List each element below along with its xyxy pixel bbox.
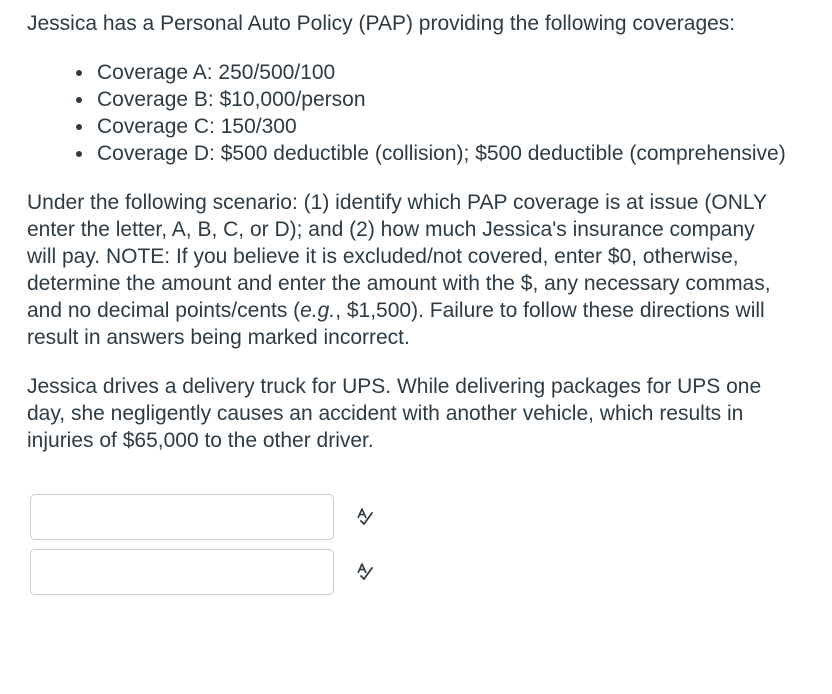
coverage-item-b: • Coverage B: $10,000/person <box>95 86 787 113</box>
answer-input-1[interactable] <box>30 494 334 540</box>
answer-input-2[interactable] <box>30 549 334 595</box>
spellcheck-icon[interactable] <box>354 561 376 583</box>
instructions-text-2: , $1,500). Failure to follow these directions will result in answers being marked incorrect. <box>27 299 765 349</box>
coverage-item-a: • Coverage A: 250/500/100 <box>95 59 787 86</box>
coverage-list <box>27 59 787 167</box>
coverage-item-c: • Coverage C: 150/300 <box>95 113 787 140</box>
question-scenario: Jessica drives a delivery truck for UPS. While delivering packages for UPS one day, she negligently causes an accident with another vehicle, which results in injuries of $65,000 to the other driver. <box>27 375 762 452</box>
question-instructions <box>27 189 787 351</box>
instructions-text-1: Under the following scenario: (1) identify which PAP coverage is at issue (ONLY enter the letter, A, B, C, or D); and (2) how much Jessica's insurance company will pay. NOTE: If you believe it is excluded/not covered, enter $0, otherwise, determine the amount and enter the amount with the $, any necessary commas, and no decimal points/cents ( <box>27 191 771 322</box>
instructions-example: e.g. <box>300 299 336 322</box>
coverage-item-d: • Coverage D: $500 deductible (collision); $500 deductible (comprehensive) <box>95 140 787 167</box>
answer-row-1 <box>30 492 787 542</box>
spellcheck-icon[interactable] <box>354 506 376 528</box>
answer-row-2 <box>30 547 787 597</box>
question-intro: Jessica has a Personal Auto Policy (PAP) providing the following coverages: <box>27 12 736 35</box>
